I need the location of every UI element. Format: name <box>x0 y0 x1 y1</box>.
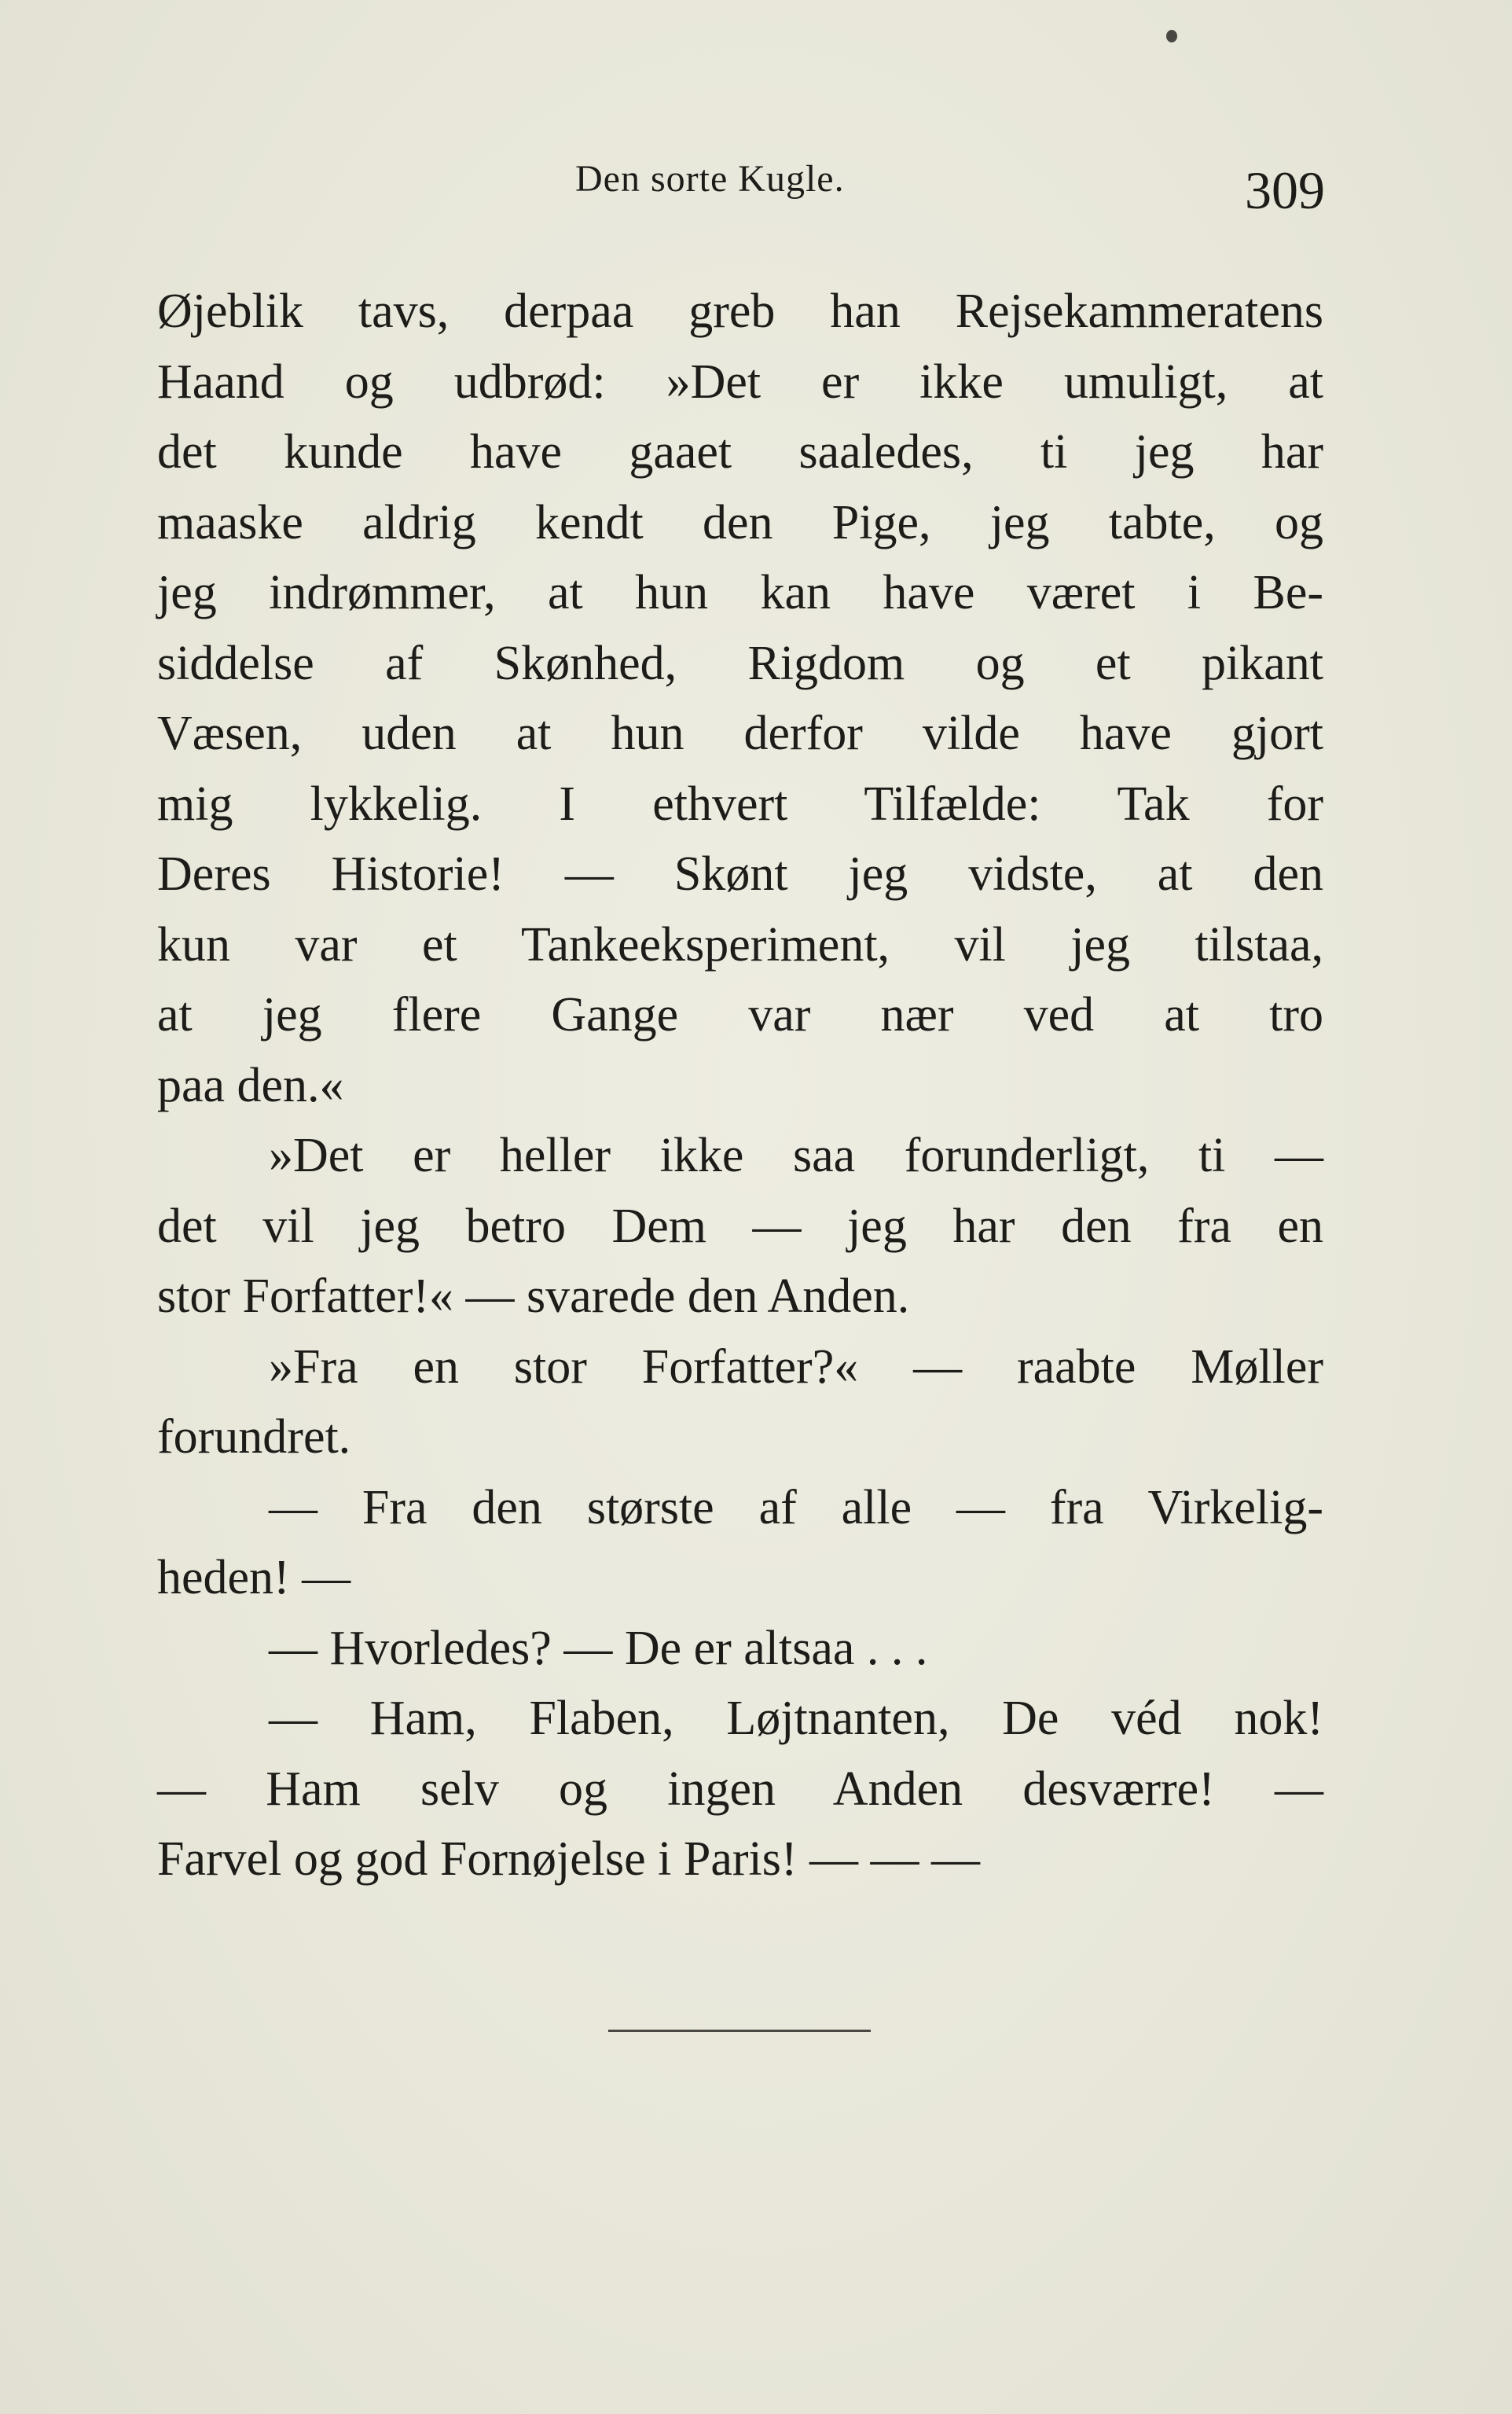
text-line: »Fra en stor Forfatter?« — raabte Møller <box>269 1339 1323 1394</box>
text-line: maaske aldrig kendt den Pige, jeg tabte, og <box>157 495 1323 549</box>
text-line: det kunde have gaaet saaledes, ti jeg har <box>157 425 1323 479</box>
text-line: — Ham, Flaben, Løjtnanten, De véd nok! <box>269 1692 1323 1745</box>
text-line: kun var et Tankeeksperiment, vil jeg tilstaa, <box>157 917 1323 972</box>
text-line: mig lykkelig. I ethvert Tilfælde: Tak for <box>157 777 1323 831</box>
page-number: 309 <box>1245 160 1325 220</box>
text-line: at jeg flere Gange var nær ved at tro <box>157 988 1323 1042</box>
text-line: Deres Historie! — Skønt jeg vidste, at den <box>157 847 1323 901</box>
text-line: »Det er heller ikke saa forunderligt, ti — <box>269 1129 1323 1182</box>
text-line: Øjeblik tavs, derpaa greb han Rejsekammeratens <box>157 285 1323 338</box>
text-line: heden! — <box>157 1551 351 1604</box>
text-line: forundret. <box>157 1410 351 1464</box>
text-line: siddelse af Skønhed, Rigdom og et pikant <box>157 636 1323 690</box>
running-title: Den sorte Kugle. <box>575 158 845 200</box>
text-line: — Ham selv og ingen Anden desværre! — <box>157 1762 1323 1816</box>
text-line: jeg indrømmer, at hun kan have været i Be- <box>157 566 1323 619</box>
chapter-end-rule <box>608 2030 871 2032</box>
text-line: stor Forfatter!« — svarede den Anden. <box>157 1269 910 1323</box>
text-line: — Hvorledes? — De er altsaa . . . <box>269 1621 928 1675</box>
text-line: Farvel og god Fornøjelse i Paris! — — — <box>157 1832 981 1886</box>
text-line: Haand og udbrød: »Det er ikke umuligt, at <box>157 355 1323 409</box>
text-line: paa den.« <box>157 1058 344 1112</box>
text-line: Væsen, uden at hun derfor vilde have gjort <box>157 707 1323 760</box>
text-line: det vil jeg betro Dem — jeg har den fra en <box>157 1199 1323 1253</box>
ink-speck <box>1166 30 1177 42</box>
text-line: — Fra den største af alle — fra Virkelig- <box>269 1480 1323 1534</box>
body-text <box>157 277 1323 1895</box>
